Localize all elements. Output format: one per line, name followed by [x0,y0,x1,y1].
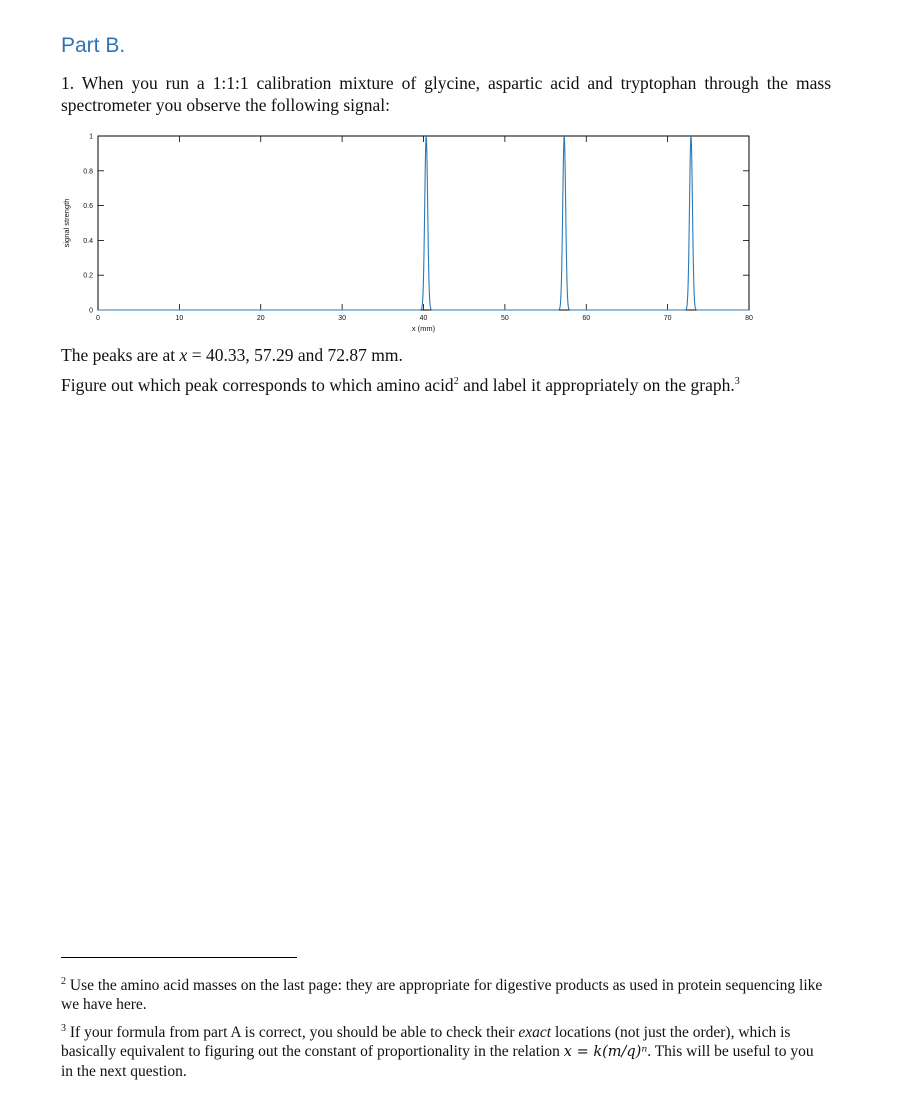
footnote-3-before: If your formula from part A is correct, you should be able to check their [69,1024,519,1041]
y-axis-label: signal strength [62,198,71,248]
x-tick-label: 20 [256,315,265,322]
footnote-3-mark: 3 [61,1022,66,1034]
x-tick-label: 70 [663,315,672,322]
x-tick-label: 0 [96,315,100,322]
question-text: When you run a 1:1:1 calibration mixture of glycine, aspartic acid and tryptophan through the mass spectrometer you observe the following signal: [61,73,832,115]
y-tick-label: 0.4 [83,237,93,245]
footnote-3-middle: locations (not just the order), which is basically equivalent to figuring out the constant of proportionality in the relation [61,1024,791,1060]
footnote-separator [61,957,297,958]
footnote-3 [61,1023,829,1081]
signal-series-line [98,136,749,310]
figure-sentence-part1: Figure out which peak corresponds to which amino acid [61,375,454,395]
peaks-variable: x [179,345,188,365]
signal-chart [55,128,765,340]
footnote-ref-2: 2 [453,376,459,388]
section-heading: Part B. [61,34,126,57]
x-tick-label: 10 [175,315,184,322]
footnote-3-after: . This will be useful to you in the next question. [61,1043,814,1080]
peaks-sentence [61,345,403,366]
x-tick-label: 40 [419,315,428,322]
question-number: 1. [61,73,75,93]
y-tick-label: 1 [89,133,93,141]
footnote-ref-3: 3 [734,376,740,388]
y-tick-label: 0.8 [83,168,93,176]
figure-sentence-part2: and label it appropriately on the graph. [458,375,735,395]
x-tick-label: 30 [338,315,347,322]
peaks-prefix: The peaks are at [61,345,180,365]
peaks-values: = 40.33, 57.29 and 72.87 mm. [187,345,403,365]
y-tick-label: 0.6 [83,203,93,211]
footnote-2-text: Use the amino acid masses on the last page: they are appropriate for digestive products as used in protein sequencing like we have here. [61,977,823,1013]
signal-chart-svg [55,128,765,340]
y-tick-label: 0 [89,307,93,315]
footnote-3-emphasis: exact [518,1024,552,1041]
figure-sentence [61,375,740,396]
question-1 [61,72,831,116]
footnote-2 [61,976,829,1014]
footnote-2-mark: 2 [61,975,66,987]
x-tick-label: 50 [500,315,509,322]
y-tick-label: 0.2 [83,272,93,280]
x-tick-label: 80 [745,315,753,322]
x-axis-label: x (mm) [411,324,436,333]
x-tick-label: 60 [582,315,591,322]
footnote-3-formula: x = k(m/q)ⁿ [563,1044,648,1060]
